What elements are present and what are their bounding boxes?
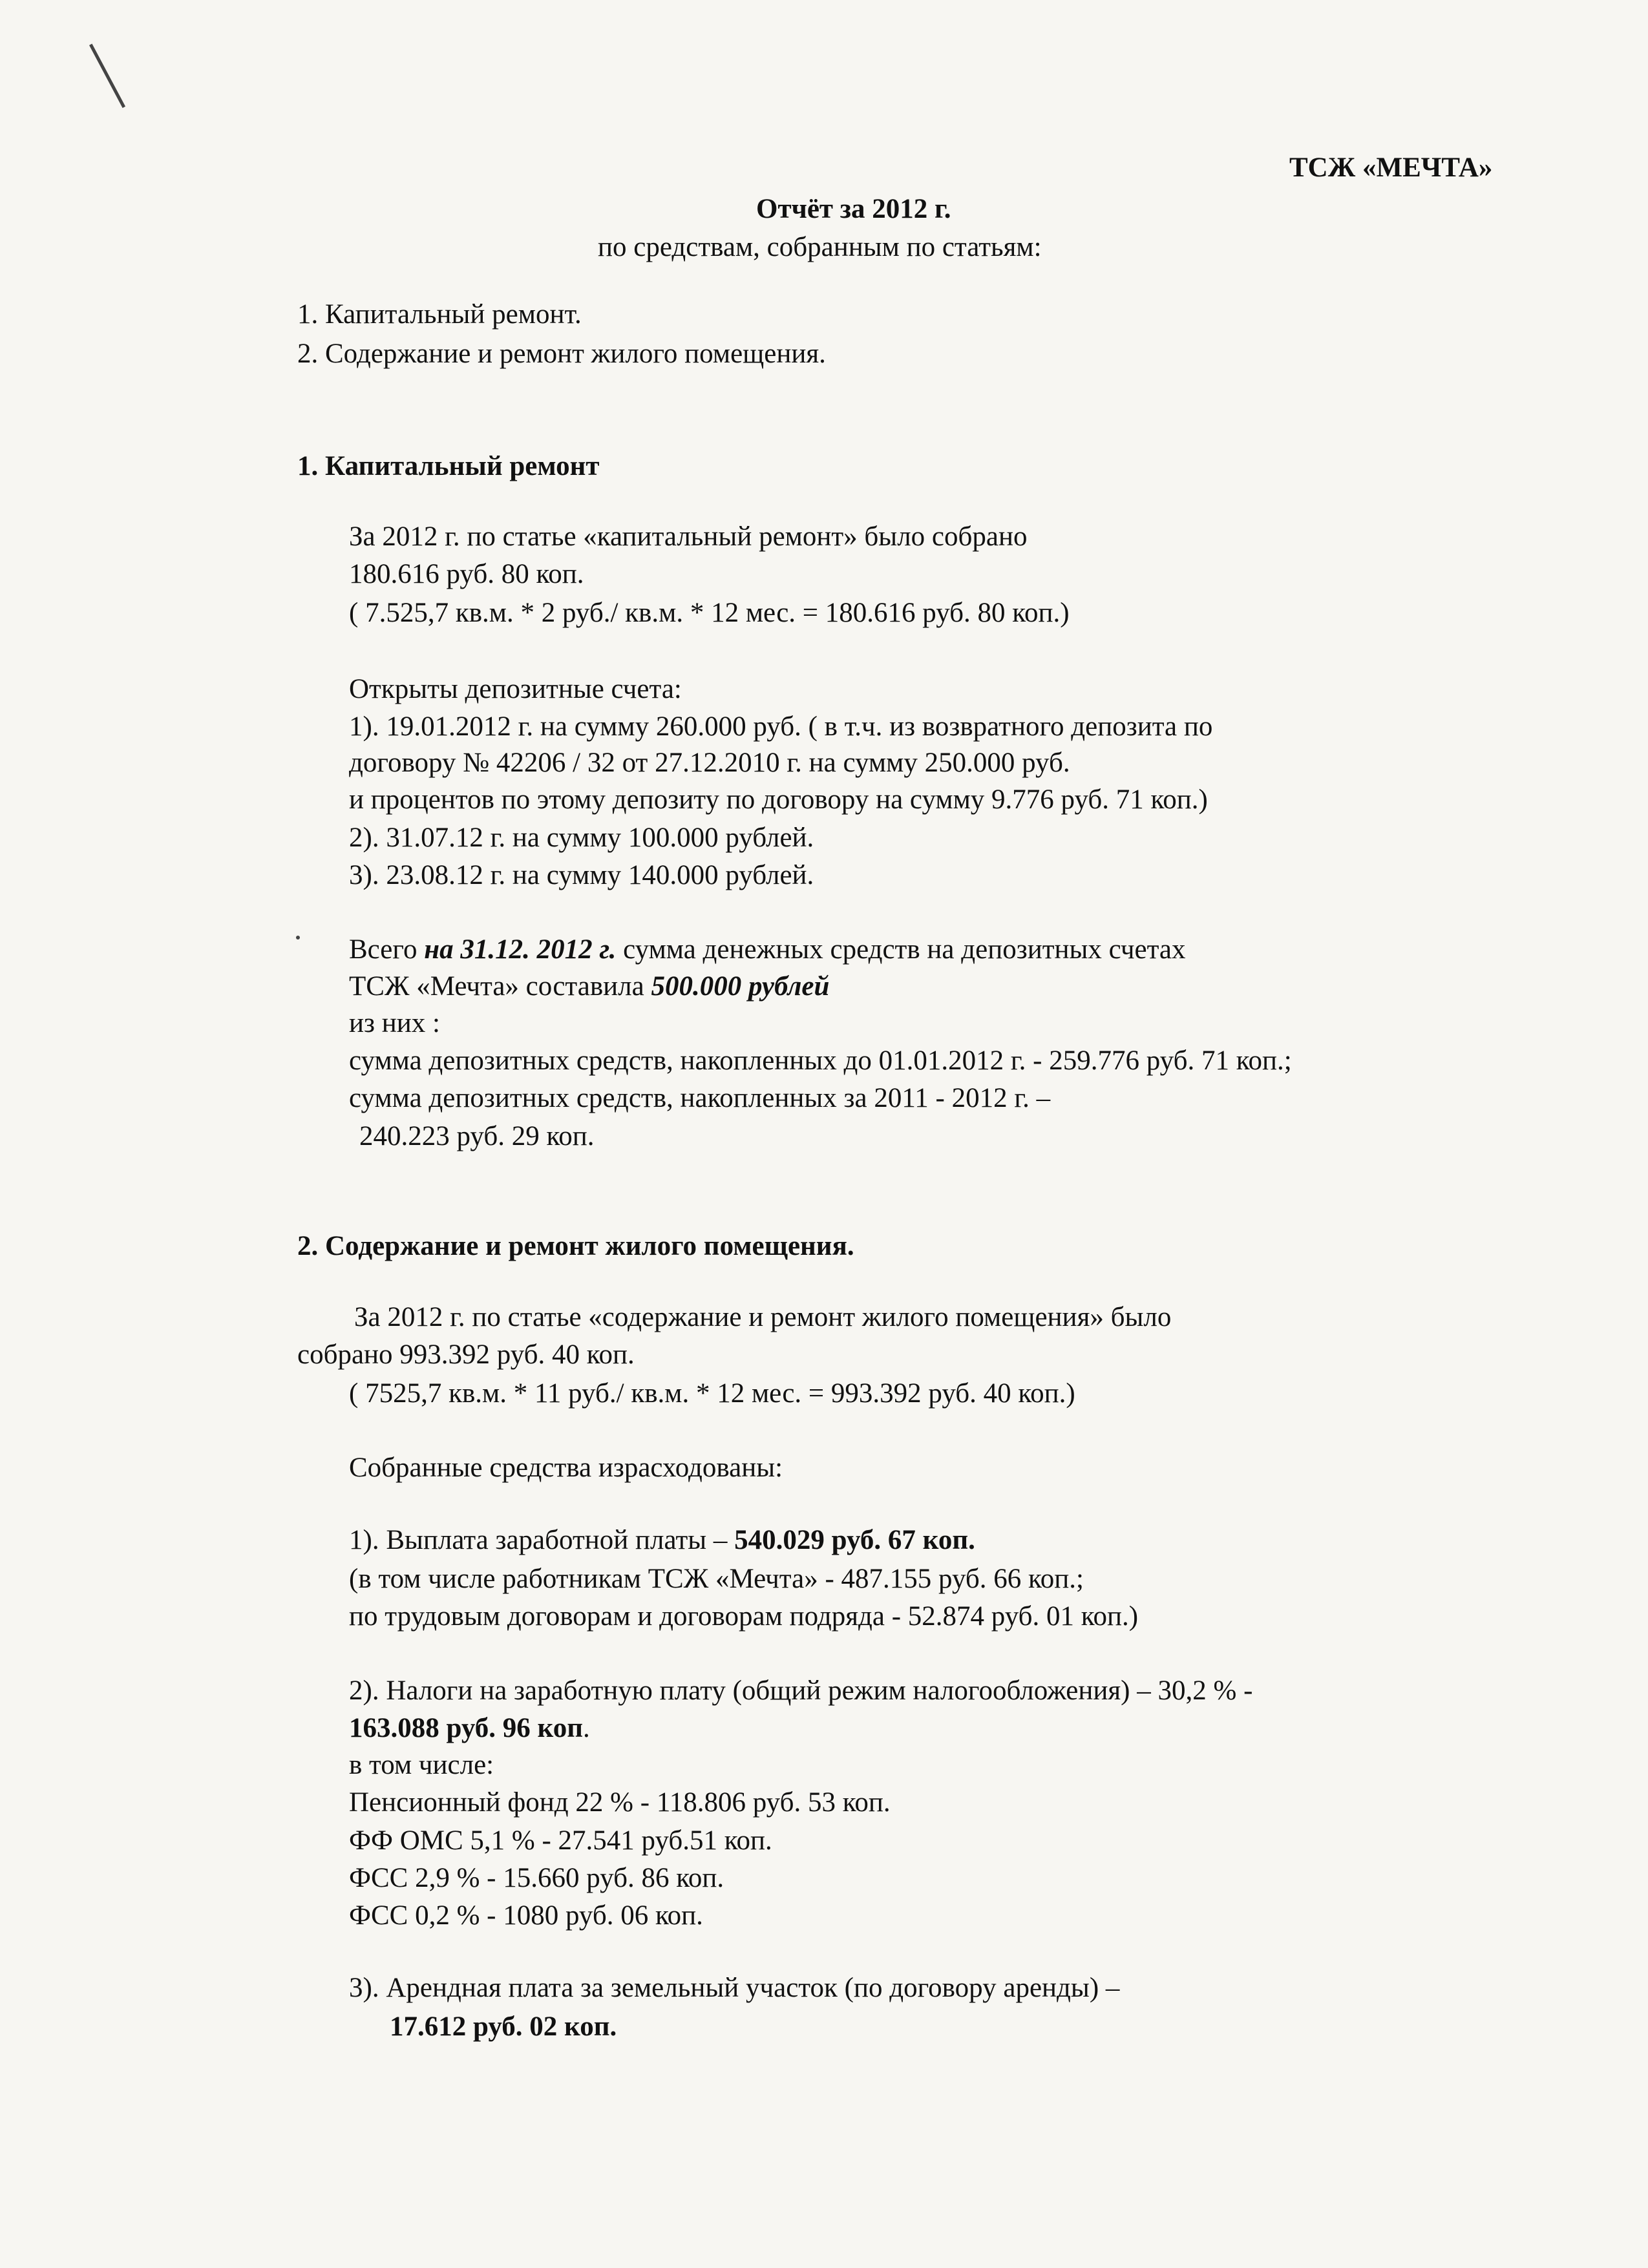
expense-3-line-1: 3). Арендная плата за земельный участок (по договору аренды) – xyxy=(349,1973,1120,2003)
expense-2-line-6: ФСС 2,9 % - 15.660 руб. 86 коп. xyxy=(349,1863,724,1893)
total-line-2 xyxy=(349,969,829,1004)
expense-2-period: . xyxy=(583,1713,590,1743)
deposit-line-3: и процентов по этому депозиту по договору на сумму 9.776 руб. 71 коп.) xyxy=(349,784,1208,815)
total-amount: 500.000 рублей xyxy=(651,971,830,1002)
total-text-a: Всего xyxy=(349,934,425,965)
section2-heading: 2. Содержание и ремонт жилого помещения. xyxy=(297,1231,854,1261)
deposits-title: Открыты депозитные счета: xyxy=(349,674,682,704)
deposit-line-4: 2). 31.07.12 г. на сумму 100.000 рублей. xyxy=(349,823,814,853)
report-title: Отчёт за 2012 г. xyxy=(756,194,951,224)
section2-line-1: За 2012 г. по статье «содержание и ремонт жилого помещения» было xyxy=(354,1302,1172,1332)
deposit-line-1: 1). 19.01.2012 г. на сумму 260.000 руб. ( в т.ч. из возвратного депозита по xyxy=(349,711,1213,742)
expense-2-amount: 163.088 руб. 96 коп xyxy=(349,1713,584,1743)
scan-dot xyxy=(296,936,300,940)
intro-item-2: 2. Содержание и ремонт жилого помещения. xyxy=(297,339,826,369)
expense-2-line-2 xyxy=(349,1711,590,1746)
expense-3-amount: 17.612 руб. 02 коп. xyxy=(390,2011,617,2042)
org-name: ТСЖ «МЕЧТА» xyxy=(1289,152,1493,183)
scan-mark xyxy=(89,44,125,108)
section1-line-2: 180.616 руб. 80 коп. xyxy=(349,559,584,589)
spent-title: Собранные средства израсходованы: xyxy=(349,1453,783,1483)
report-subtitle: по средствам, собранным по статьям: xyxy=(598,232,1042,262)
section2-line-3: ( 7525,7 кв.м. * 11 руб./ кв.м. * 12 мес. = 993.392 руб. 40 коп.) xyxy=(349,1378,1075,1409)
total-text-b: сумма денежных средств на депозитных счетах xyxy=(616,934,1186,965)
expense-1-line-1 xyxy=(349,1523,975,1558)
section1-heading: 1. Капитальный ремонт xyxy=(297,451,600,481)
expense-1-amount: 540.029 руб. 67 коп. xyxy=(734,1525,975,1555)
expense-2-line-4: Пенсионный фонд 22 % - 118.806 руб. 53 коп. xyxy=(349,1787,891,1818)
total-line-4: сумма депозитных средств, накопленных до 01.01.2012 г. - 259.776 руб. 71 коп.; xyxy=(349,1045,1292,1076)
expense-2-line-3: в том числе: xyxy=(349,1750,494,1780)
expense-2-line-7: ФСС 0,2 % - 1080 руб. 06 коп. xyxy=(349,1900,703,1931)
expense-1-line-2: (в том числе работникам ТСЖ «Мечта» - 487.155 руб. 66 коп.; xyxy=(349,1564,1084,1594)
expense-2-line-5: ФФ ОМС 5,1 % - 27.541 руб.51 коп. xyxy=(349,1825,772,1856)
total-text-c: ТСЖ «Мечта» составила xyxy=(349,971,651,1002)
total-line-3: из них : xyxy=(349,1008,440,1038)
section1-line-3: ( 7.525,7 кв.м. * 2 руб./ кв.м. * 12 мес. = 180.616 руб. 80 коп.) xyxy=(349,598,1070,628)
total-line-1 xyxy=(349,932,1186,967)
section2-line-2: собрано 993.392 руб. 40 коп. xyxy=(297,1339,635,1370)
deposit-line-2: договору № 42206 / 32 от 27.12.2010 г. на сумму 250.000 руб. xyxy=(349,748,1070,778)
expense-1-line-3: по трудовым договорам и договорам подряда - 52.874 руб. 01 коп.) xyxy=(349,1601,1139,1632)
deposit-line-5: 3). 23.08.12 г. на сумму 140.000 рублей. xyxy=(349,860,814,890)
total-line-5: сумма депозитных средств, накопленных за 2011 - 2012 г. – xyxy=(349,1083,1051,1113)
expense-1-label: 1). Выплата заработной платы – xyxy=(349,1525,735,1555)
section1-line-1: За 2012 г. по статье «капитальный ремонт» было собрано xyxy=(349,521,1028,552)
intro-item-1: 1. Капитальный ремонт. xyxy=(297,299,582,330)
total-line-6: 240.223 руб. 29 коп. xyxy=(359,1121,595,1151)
total-date: на 31.12. 2012 г. xyxy=(424,934,617,965)
expense-2-line-1: 2). Налоги на заработную плату (общий режим налогообложения) – 30,2 % - xyxy=(349,1675,1253,1706)
